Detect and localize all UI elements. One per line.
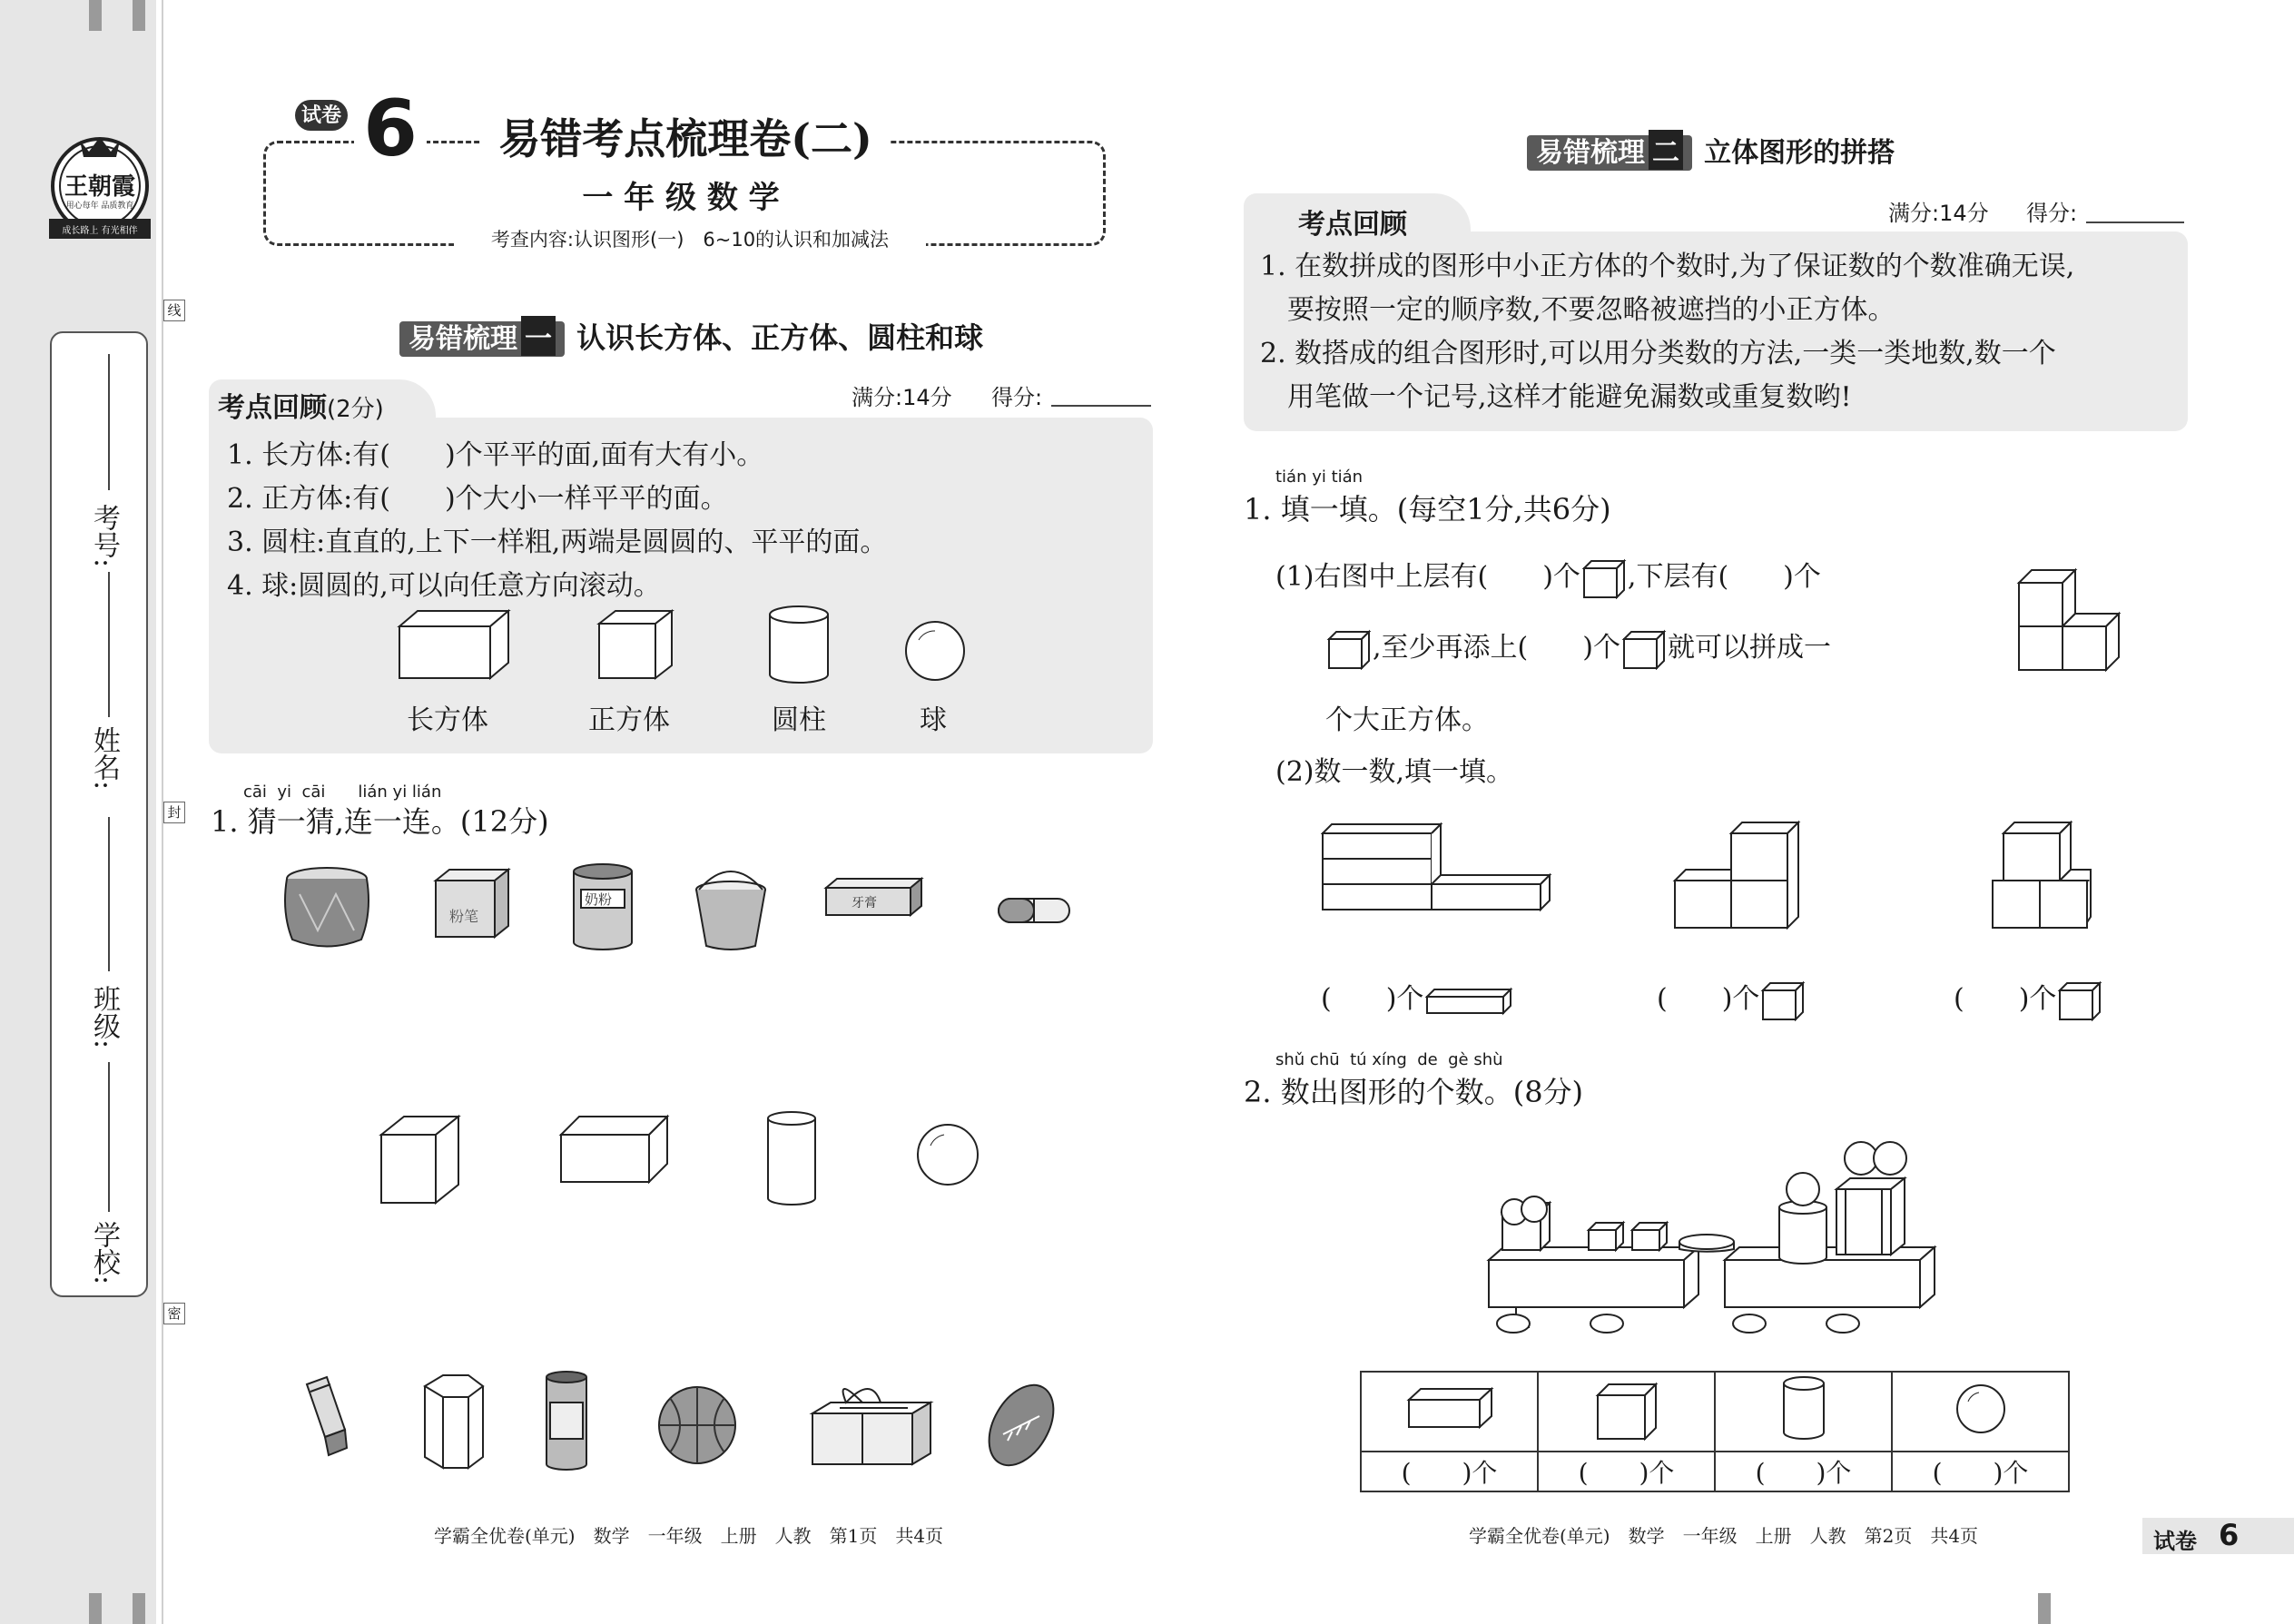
chalk-box-icon — [436, 870, 508, 937]
school-field[interactable] — [108, 1062, 110, 1212]
brand-motto: 用心每年 品质教育 — [65, 202, 134, 211]
drum-icon — [285, 868, 369, 947]
full-score: 满分:14分 — [852, 385, 952, 410]
score-label: 得分: — [2026, 201, 2078, 226]
review-item: 1. 在数拼成的图形中小正方体的个数时,为了保证数的个数准确无误, — [1260, 251, 2075, 282]
name-label: 姓名: — [88, 726, 120, 791]
section-tag: 易错梳理 一 — [399, 321, 565, 357]
tick-mark — [133, 0, 145, 31]
cube-icon — [381, 1117, 458, 1203]
school-label: 学校: — [88, 1221, 120, 1285]
q1-part1-line3: 个大正方体。 — [1325, 704, 1489, 736]
exam-scope: 考查内容:认识图形(一) 6~10的认识和加减法 — [454, 225, 926, 252]
score-field[interactable] — [1051, 405, 1151, 407]
table-shape-cube — [1538, 1372, 1715, 1452]
small-cube-icon — [2056, 979, 2103, 1021]
answer-cell[interactable]: ( )个 — [1538, 1452, 1715, 1491]
cuboid-icon — [1404, 1382, 1495, 1436]
q1-title: 1. 填一填。(每空1分,共6分) — [1244, 492, 1611, 527]
brand-logo — [44, 132, 156, 248]
q1-part2-title: (2)数一数,填一填。 — [1275, 756, 1514, 788]
footer-left: 学霸全优卷(单元) 数学 一年级 上册 人教 第1页 共4页 — [434, 1525, 944, 1547]
brand-name: 王朝霞 — [64, 173, 135, 201]
section-title: 认识长方体、正方体、圆柱和球 — [576, 320, 984, 355]
gift-box-icon — [812, 1389, 930, 1464]
svg-text:粉笔: 粉笔 — [449, 908, 479, 925]
hexagonal-prism-icon — [425, 1375, 483, 1468]
svg-text:奶粉: 奶粉 — [585, 891, 613, 908]
review-item: 1. 长方体:有( )个平平的面,面有大有小。 — [227, 439, 764, 471]
footer-right: 学霸全优卷(单元) 数学 一年级 上册 人教 第2页 共4页 — [1469, 1525, 1979, 1547]
q1-pinyin: tián yi tián — [1275, 468, 1364, 487]
tick-mark — [89, 1593, 102, 1624]
q1-part2-figures — [1321, 817, 2138, 944]
q1-title: 1. 猜一猜,连一连。(12分) — [211, 804, 549, 839]
q2-title: 2. 数出图形的个数。(8分) — [1244, 1075, 1584, 1109]
bind-mark-line: 线 — [163, 300, 185, 321]
cube-icon — [1590, 1377, 1663, 1441]
q1-pinyin: cāi yi cāi lián yi lián — [243, 782, 442, 802]
cuboid-icon — [399, 611, 508, 678]
small-cube-icon — [1759, 979, 1807, 1021]
full-score: 满分:14分 — [1888, 201, 1989, 226]
chips-can-icon — [546, 1372, 586, 1470]
sphere-icon — [906, 622, 964, 680]
q1-part1-line1: (1)右图中上层有( )个 ,下层有( )个 — [1275, 554, 1821, 599]
review-list-right — [1260, 245, 2074, 419]
top-objects-row — [281, 862, 1080, 962]
cylinder-icon — [768, 1112, 815, 1205]
small-cube-icon — [1325, 628, 1373, 670]
exam-number: 6 — [354, 84, 427, 174]
score-label: 得分: — [991, 385, 1043, 410]
brand-slogan: 成长路上 有光相伴 — [62, 226, 138, 236]
exam-number-field[interactable] — [108, 354, 110, 490]
toy-train-figure — [1471, 1126, 1961, 1343]
shape-label-cube: 正方体 — [588, 704, 670, 736]
review-title: 考点回顾 — [1298, 209, 1407, 241]
section-heading-2 — [1527, 130, 1895, 170]
tick-mark — [89, 0, 102, 31]
sphere-icon — [1954, 1382, 2008, 1436]
shape-label-cylinder: 圆柱 — [772, 704, 826, 736]
student-info-box — [50, 331, 148, 1297]
section-heading-1 — [399, 315, 983, 357]
review-title: 考点回顾(2分) — [218, 392, 384, 424]
review-item: 2. 数搭成的组合图形时,可以用分类数的方法,一类一类地数,数一个 — [1260, 338, 2056, 369]
basketball-icon — [659, 1387, 735, 1463]
rugby-ball-icon — [976, 1373, 1067, 1475]
cube-icon — [599, 611, 672, 678]
review-list-left — [227, 434, 887, 608]
cylinder-icon — [770, 606, 828, 683]
bucket-icon — [696, 871, 765, 950]
answer-cell[interactable]: ( )个 — [1892, 1452, 2069, 1491]
review-item: 3. 圆柱:直直的,上下一样粗,两端是圆圆的、平平的面。 — [227, 527, 888, 558]
answer-cubes-2: ( )个 — [1954, 976, 2103, 1021]
class-field[interactable] — [108, 817, 110, 971]
review-item: 要按照一定的顺序数,不要忽略被遮挡的小正方体。 — [1260, 294, 1895, 326]
review-shapes — [390, 604, 980, 694]
shape-label-sphere: 球 — [920, 704, 947, 736]
bind-mark-secret: 密 — [163, 1303, 185, 1324]
bind-mark-seal: 封 — [163, 802, 185, 823]
cube-step-figure — [1675, 822, 1798, 928]
score-field[interactable] — [2086, 221, 2184, 223]
small-cube-icon — [1580, 557, 1628, 599]
answer-cuboids: ( )个 — [1321, 976, 1514, 1017]
cuboid-stack-figure — [1323, 824, 1550, 910]
table-shape-cylinder — [1715, 1372, 1892, 1452]
cube-stack-3 — [1997, 563, 2124, 690]
table-shape-cuboid — [1361, 1372, 1538, 1452]
page-subtitle: 一 年 级 数 学 — [582, 180, 780, 216]
section-title: 立体图形的拼搭 — [1704, 137, 1895, 169]
cylinder-icon — [1777, 1374, 1831, 1443]
q1-part1-line2: ,至少再添上( )个 就可以拼成一 — [1325, 625, 1831, 670]
glue-stick-icon — [307, 1377, 347, 1455]
tick-mark — [133, 1593, 145, 1624]
review-item: 4. 球:圆圆的,可以向任意方向滚动。 — [227, 570, 661, 602]
bottom-objects-row — [290, 1366, 1089, 1475]
page-title: 易错考点梳理卷(二) — [481, 107, 890, 171]
svg-text:牙膏: 牙膏 — [852, 896, 877, 910]
class-label: 班级: — [88, 985, 120, 1049]
middle-shapes-row — [372, 1107, 989, 1216]
review-item: 用笔做一个记号,这样才能避免漏数或重复数哟! — [1260, 381, 1852, 413]
toothpaste-box-icon — [826, 879, 921, 915]
shape-label-cuboid: 长方体 — [407, 704, 488, 736]
page-badge: 试卷 6 — [2142, 1518, 2294, 1554]
answer-cell[interactable]: ( )个 — [1715, 1452, 1892, 1491]
capsule-icon — [999, 899, 1069, 922]
answer-cubes-1: ( )个 — [1657, 976, 1807, 1021]
cube-pyramid-figure — [1993, 822, 2091, 928]
answer-cell[interactable]: ( )个 — [1361, 1452, 1538, 1491]
milk-powder-can-icon — [574, 864, 632, 950]
small-cube-icon — [1620, 628, 1668, 670]
q2-pinyin: shǔ chū tú xíng de gè shù — [1275, 1050, 1503, 1069]
shape-count-table — [1360, 1371, 2070, 1492]
sphere-icon — [918, 1125, 978, 1185]
table-shape-sphere — [1892, 1372, 2069, 1452]
cuboid-icon — [561, 1117, 667, 1182]
flat-cuboid-icon — [1423, 984, 1514, 1017]
tick-mark — [2038, 1593, 2051, 1624]
section-tag: 易错梳理 二 — [1527, 135, 1692, 171]
review-item: 2. 正方体:有( )个大小一样平平的面。 — [227, 483, 728, 515]
exam-number-label: 考号: — [88, 504, 120, 568]
name-field[interactable] — [108, 572, 110, 717]
exam-badge: 试卷 — [295, 100, 348, 131]
